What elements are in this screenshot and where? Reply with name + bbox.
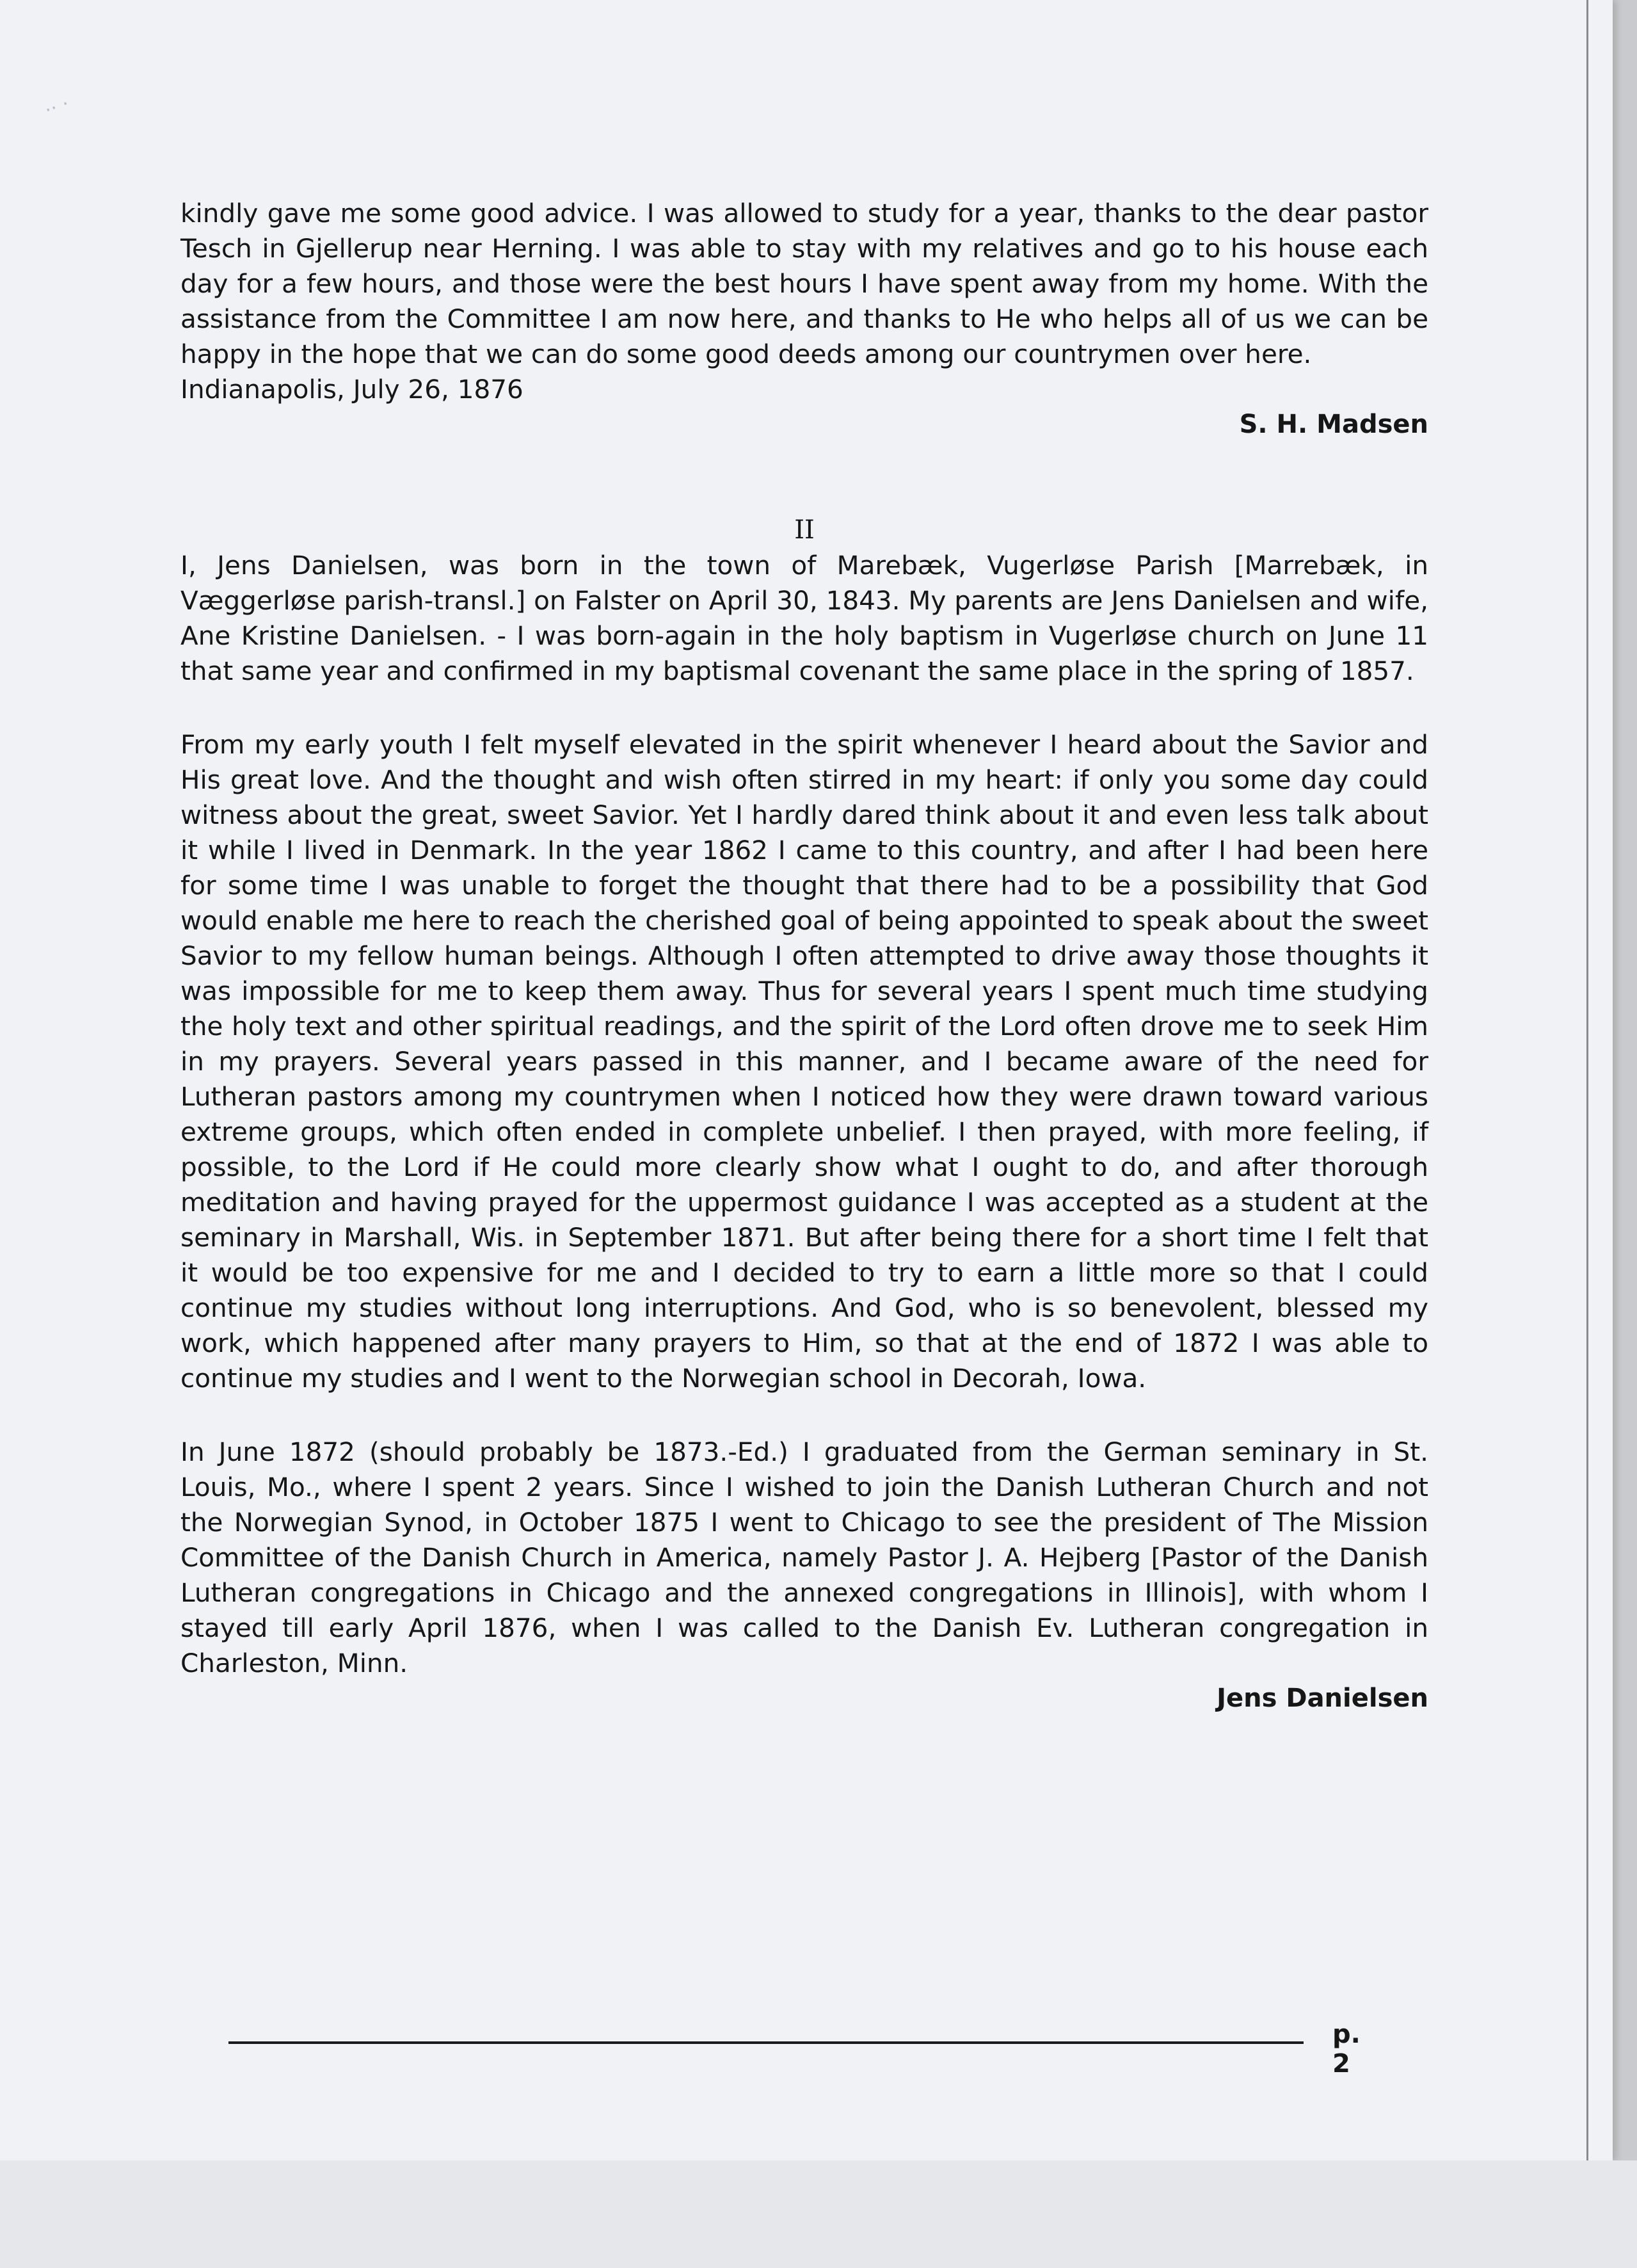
scanner-bed — [0, 2160, 1637, 2268]
letter1-signature: S. H. Madsen — [1239, 410, 1428, 439]
letter2-paragraph-3: In June 1872 (should probably be 1873.-Ed.) I graduated from the German seminary in St. Louis, Mo., where I spent 2 years. Since I wished to join the Danish Lutheran Church and not the Norwegian Synod, in October 1875 I went to Chicago to see the president of The Mission Committee of the Danish Church in America, namely Pastor J. A. Hejberg [Pastor of the Danish Lutheran congregations in Chicago and the annexed congregations in Illinois], with whom I stayed till early April 1876, when I was called to the Danish Ev. Lutheran congregation in Charleston, Minn. — [180, 1436, 1428, 1678]
spacer — [180, 1396, 1428, 1435]
spacer — [180, 442, 1428, 513]
page-number: p. 2 — [1332, 2020, 1361, 2079]
letter1-place-date: Indianapolis, July 26, 1876 — [180, 374, 523, 405]
page-footer — [228, 2020, 1380, 2079]
page-edge — [1586, 0, 1588, 2160]
letter2-paragraph-1: I, Jens Danielsen, was born in the town of Marebæk, Vugerløse Parish [Marrebæk, in Væggerløse parish-transl.] on Falster on April 30, 1843. My parents are Jens Danielsen and wife, Ane Kristine Danielsen. - I was born-again in the holy baptism in Vugerløse church on June 11 that same year and confirmed in my baptismal covenant the same place in the spring of 1857. — [180, 550, 1428, 686]
letter1-closing-paragraph: kindly gave me some good advice. I was allowed to study for a year, thanks to the dear pastor Tesch in Gjellerup near Herning. I was able to stay with my relatives and go to his house each day for a few hours, and those were the best hours I have spent away from my home. With the assistance from the Committee I am now here, and thanks to He who helps all of us we can be happy in the hope that we can do some good deeds among our countrymen over here. — [180, 198, 1428, 369]
pencil-mark: ·· · — [42, 92, 72, 122]
spacer — [180, 689, 1428, 727]
section-number: II — [794, 515, 815, 545]
footer-rule — [228, 2041, 1304, 2044]
document-body — [180, 196, 1428, 1716]
letter2-paragraph-2: From my early youth I felt myself elevated in the spirit whenever I heard about the Savior and His great love. And the thought and wish often stirred in my heart: if only you some day could witness about the great, sweet Savior. Yet I hardly dared think about it and even less talk about it while I lived in Denmark. In the year 1862 I came to this country, and after I had been here for some time I was unable to forget the thought that there had to be a possibility that God would enable me here to reach the cherished goal of being appointed to speak about the sweet Savior to my fellow human beings. Although I often attempted to drive away those thoughts it was impossible for me to keep them away. Thus for several years I spent much time studying the holy text and other spiritual readings, and the spirit of the Lord often drove me to seek Him in my prayers. Several years passed in this manner, and I became aware of the need for Lutheran pastors among my countrymen when I noticed how they were drawn toward various extreme groups, which often ended in complete unbelief. I then prayed, with more feeling, if possible, to the Lord if He could more clearly show what I ought to do, and after thorough meditation and having prayed for the uppermost guidance I was accepted as a student at the seminary in Marshall, Wis. in September 1871. But after being there for a short time I felt that it would be too expensive for me and I decided to try to earn a little more so that I could continue my studies without long interruptions. And God, who is so benevolent, blessed my work, which happened after many prayers to Him, so that at the end of 1872 I was able to continue my studies and I went to the Norwegian school in Decorah, Iowa. — [180, 729, 1428, 1394]
letter2-signature: Jens Danielsen — [1217, 1684, 1428, 1713]
